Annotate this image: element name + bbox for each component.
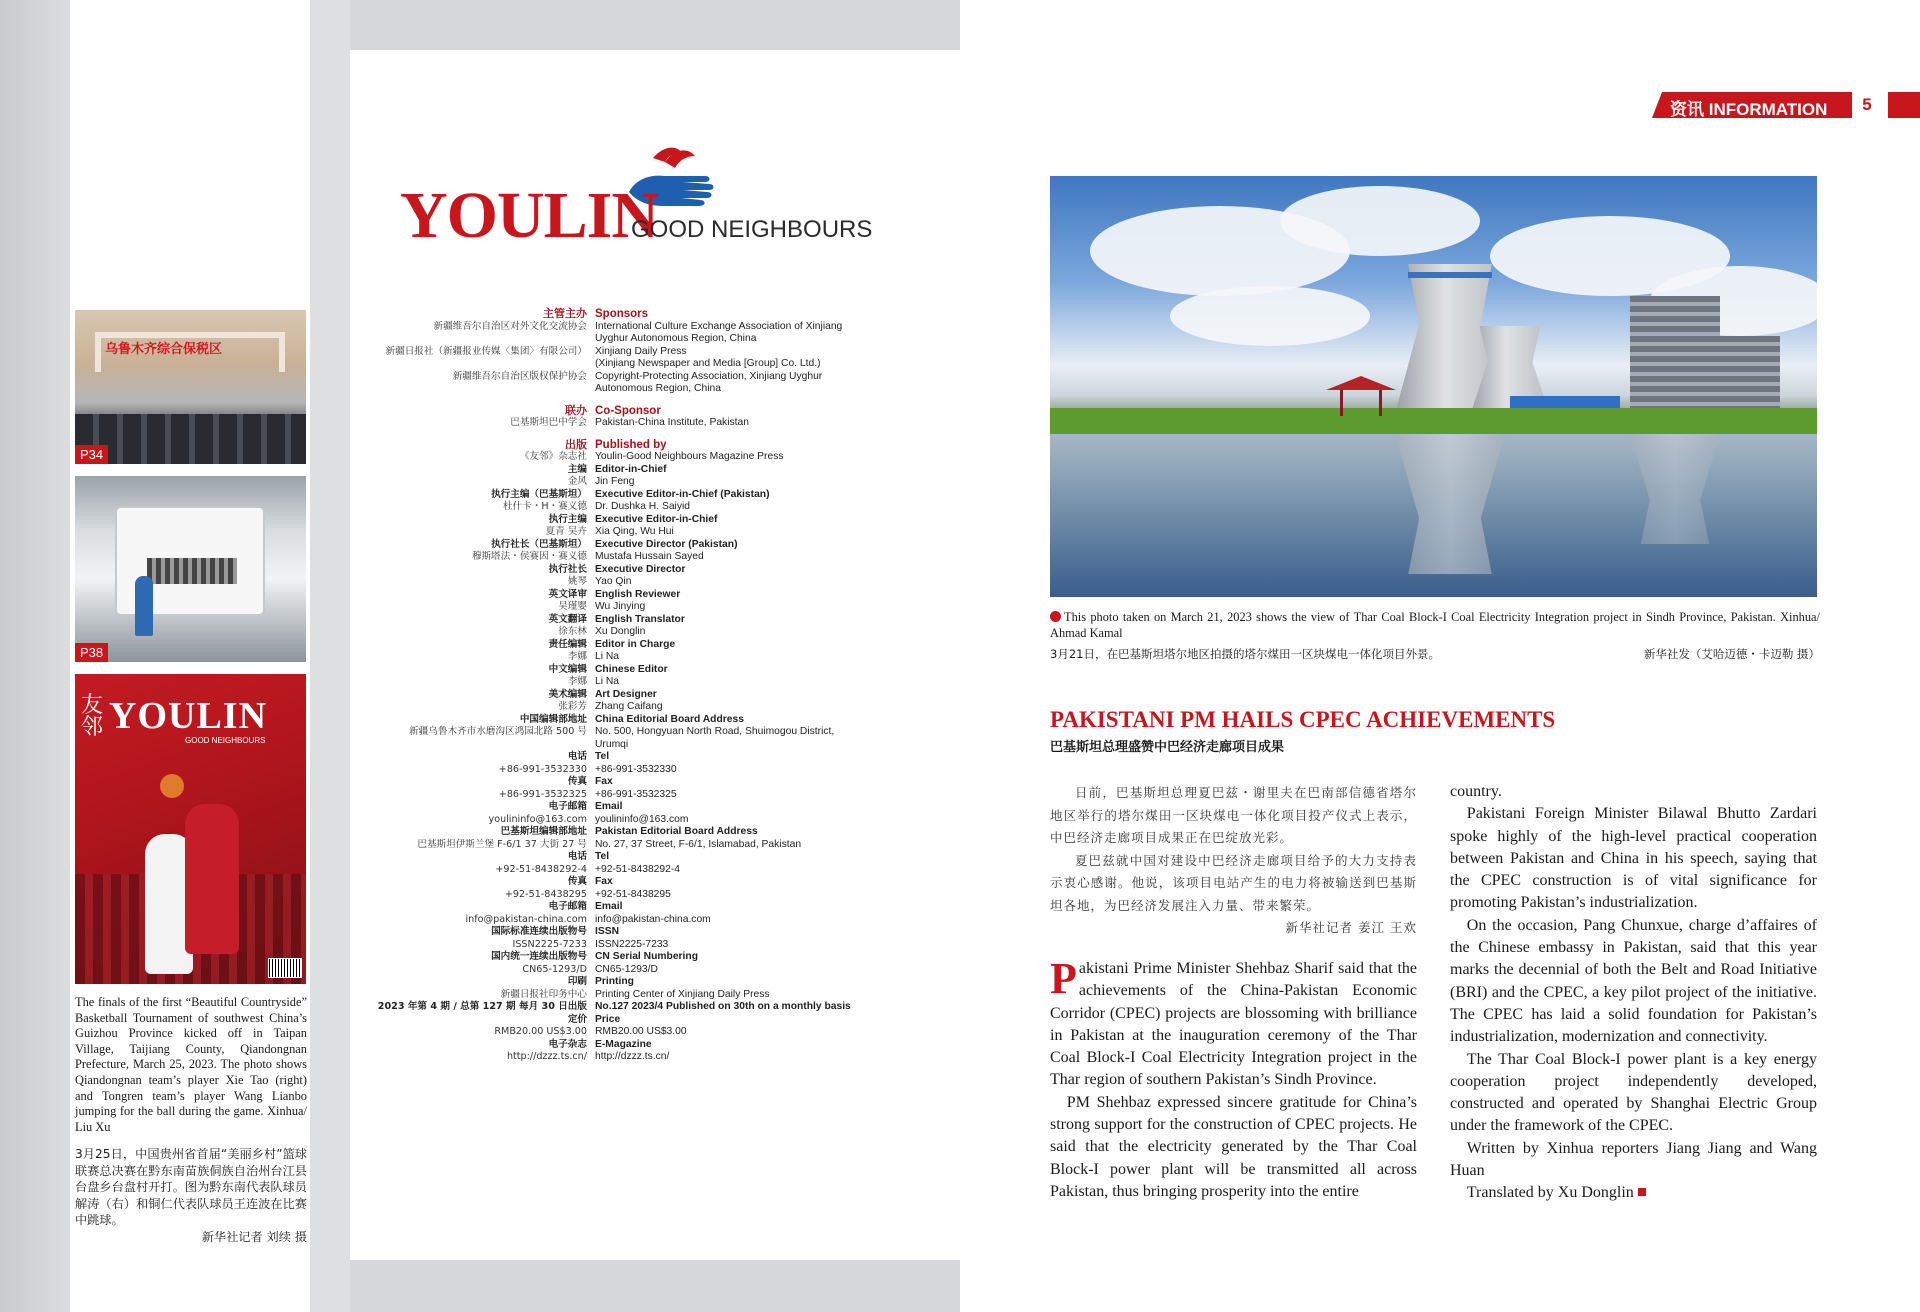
- credits-cn: [365, 358, 595, 371]
- paragraph-text: akistani Prime Minister Shehbaz Sharif said that the achievements of the China-Pakistan Economic Corridor (CPEC) projects are blossoming with brilliance in Pakistan at the inauguration ceremony of the Thar Coal Block-I Coal Electricity Integration project in the Thar region of southern Pakistan’s Sindh Province.: [1050, 960, 1417, 1089]
- credits-value: [365, 651, 905, 664]
- credits-role: [365, 464, 905, 477]
- credits-en: International Culture Exchange Association of Xinjiang: [595, 320, 843, 332]
- credits-value: [365, 333, 905, 346]
- credits-cn: 杜什卡・H・赛义德: [503, 501, 587, 512]
- credits-heading: [365, 405, 905, 418]
- credits-en: Xu Donglin: [595, 626, 646, 637]
- thumbnail-magazine-cover[interactable]: [75, 674, 306, 984]
- credits-role: [365, 1014, 905, 1027]
- parked-cars: [75, 414, 306, 464]
- cloud: [1280, 186, 1480, 256]
- credits-value: [365, 551, 905, 564]
- thumbnail-truck-factory[interactable]: [75, 476, 306, 662]
- credits-value: [365, 726, 905, 739]
- section-label: 资讯 INFORMATION: [1670, 100, 1828, 119]
- credits-en: Mustafa Hussain Sayed: [595, 551, 704, 562]
- credits-en: Tel: [595, 751, 610, 762]
- credits-cn: 徐东林: [558, 626, 587, 637]
- credits-role: [365, 514, 905, 527]
- credits-cn: [365, 383, 595, 396]
- credits-en: Wu Jinying: [595, 601, 646, 612]
- credits-value: [365, 321, 905, 334]
- credits-cn: [365, 333, 595, 346]
- credits-en: Printing: [595, 976, 634, 987]
- credits-cn: 张彩芳: [558, 701, 587, 712]
- credits-role: [365, 689, 905, 702]
- credits-value: [365, 576, 905, 589]
- article-body-column-1: [1050, 954, 1417, 1203]
- photo-caption-cn-credit: 新华社发（艾哈迈德・卡迈勒 摄）: [1643, 647, 1820, 661]
- credits-cn: 国内统一连续出版物号: [491, 951, 587, 962]
- credits-cn: 美术编辑: [548, 688, 587, 700]
- barcode-icon: [268, 958, 302, 978]
- credits-en: Executive Editor-in-Chief (Pakistan): [595, 488, 770, 500]
- credits-value: [365, 739, 905, 752]
- credits-en: Pakistan Editorial Board Address: [595, 826, 758, 837]
- photo-caption-cn: [1050, 646, 1820, 662]
- credits-role: [365, 826, 905, 839]
- credits-value: [365, 839, 905, 852]
- credits-cn: +86-991-3532330: [498, 763, 587, 775]
- credits-value: [365, 626, 905, 639]
- left-caption-cn: [75, 1146, 307, 1245]
- pavilion-roof: [1326, 376, 1396, 390]
- credits-en: Dr. Dushka H. Saiyid: [595, 501, 690, 512]
- credits-cn: 英文译审: [548, 588, 587, 600]
- credits-role: [365, 901, 905, 914]
- credits-role: [365, 589, 905, 602]
- credits-cn: info@pakistan-china.com: [465, 913, 587, 925]
- credits-value: [365, 601, 905, 614]
- article-paragraph: The Thar Coal Block-I power plant is a key energy cooperation project independently developed, constructed and operated by Shanghai Electric Group under the framework of the CPEC.: [1450, 1050, 1817, 1135]
- basketball-icon: [160, 774, 184, 798]
- credits-value: [365, 476, 905, 489]
- photo-caption-en-text: This photo taken on March 21, 2023 shows the view of Thar Coal Block-I Coal Electricity Integration project in Sindh Province, Pakistan. Xinhua/ Ahmad Kamal: [1050, 610, 1820, 640]
- left-caption-cn-credit: 新华社记者 刘续 摄: [201, 1229, 307, 1244]
- credits-en: Chinese Editor: [595, 663, 668, 675]
- credits-role: [365, 776, 905, 789]
- credits-en: Tel: [595, 851, 610, 862]
- credits-role: [365, 714, 905, 727]
- credits-value: [365, 789, 905, 802]
- article-paragraph-continued: country.: [1450, 783, 1502, 800]
- credits-cn: 中文编辑: [548, 663, 587, 675]
- credits-en: Li Na: [595, 676, 620, 687]
- article-paragraph: On the occasion, Pang Chunxue, charge d’affaires of the Chinese embassy in Pakistan, said that this year marks the decennial of both the Belt and Road Initiative (BRI) and the CPEC, a key pilot project of the initiative. The CPEC has laid a solid foundation for Pakistan’s industrialization, modernization and connectivity.: [1450, 916, 1817, 1046]
- credits-role: [365, 664, 905, 677]
- cn-summary-paragraph: 日前，巴基斯坦总理夏巴兹・谢里夫在巴南部信德省塔尔地区举行的塔尔煤田一区块煤电一体化项目投产仪式上表示，中巴经济走廊项目成果正在巴绽放光彩。: [1050, 785, 1417, 845]
- photo-caption-cn-text: 3月21日，在巴基斯坦塔尔地区拍摄的塔尔煤田一区块煤电一体化项目外景。: [1050, 647, 1440, 661]
- credits-en: Executive Director: [595, 563, 686, 575]
- credits-cn: 英文翻译: [548, 613, 587, 625]
- credits-cn: 李娜: [567, 651, 587, 662]
- cn-summary: [1050, 782, 1417, 940]
- credits-en: Pakistan-China Institute, Pakistan: [595, 417, 749, 428]
- pavilion-pillars: [1340, 390, 1382, 416]
- article-paragraph: [1050, 954, 1417, 1092]
- page-fold-shadow: [0, 0, 70, 1312]
- credits-en: Xinjiang Daily Press: [595, 345, 687, 357]
- end-mark-icon: [1638, 1188, 1646, 1196]
- page-number: 5: [1852, 94, 1882, 116]
- credits-cn: 巴基斯坦伊斯兰堡 F-6/1 37 大街 27 号: [417, 838, 587, 850]
- page-ref-tag: P34: [75, 445, 108, 464]
- drop-cap: P: [1050, 954, 1077, 1003]
- credits-value: [365, 814, 905, 827]
- credits-en: (Xinjiang Newspaper and Media [Group] Co. Ltd.): [595, 358, 821, 369]
- credits-en: Yao Qin: [595, 576, 632, 587]
- credits-cn: 新疆日报社（新疆报业传媒〈集团〉有限公司）: [385, 345, 587, 357]
- credits-en: Xia Qing, Wu Hui: [595, 526, 674, 537]
- credits-cn: 执行社长（巴基斯坦）: [491, 538, 587, 550]
- credits-cn: 执行社长: [548, 563, 587, 575]
- credits-value: [365, 501, 905, 514]
- cn-summary-paragraph: 夏巴兹就中国对建设中巴经济走廊项目给予的大力支持表示衷心感谢。他说，该项目电站产生的电力将被输送到巴基斯坦各地，为巴经济发展注入力量、带来繁荣。: [1050, 852, 1417, 913]
- credits-cn: 责任编辑: [548, 638, 587, 650]
- credits-cn: 定价: [567, 1013, 587, 1025]
- plant-building: [1720, 336, 1780, 416]
- credits-en: Email: [595, 801, 623, 812]
- photo-caption-en: [1050, 609, 1820, 641]
- credits-en: Li Na: [595, 651, 620, 662]
- credits-en: Editor-in-Chief: [595, 463, 667, 475]
- left-caption-en: The finals of the first “Beautiful Countryside” Basketball Tournament of southwest China’s Guizhou Province kicked off in Taipan Village, Taijiang County, Qiandongnan Prefecture, March 25, 2023. The photo shows Qiandongnan team’s player Xie Tao (right) and Tongren team’s player Wang Lianbo jumping for the ball during the game. Xinhua/ Liu Xu: [75, 995, 307, 1134]
- page-ref-tag: P38: [75, 643, 108, 662]
- credits-cn: 联办: [565, 403, 587, 417]
- tower-stripe: [1408, 272, 1492, 278]
- credits-en: Price: [595, 1013, 621, 1025]
- logo-wordmark: YOULIN: [400, 179, 659, 252]
- thumbnail-bonded-zone[interactable]: [75, 310, 306, 464]
- credits-en: No. 500, Hongyuan North Road, Shuimogou District,: [595, 726, 835, 737]
- credits-value: [365, 383, 905, 396]
- credits-cn: 金风: [567, 476, 587, 487]
- credits-en: Fax: [595, 776, 613, 787]
- credits-cn: 传真: [567, 876, 587, 887]
- credits-en: ISSN: [595, 926, 620, 937]
- credits-cn: 新疆维吾尔自治区版权保护协会: [452, 370, 587, 382]
- youlin-logo: [400, 140, 880, 250]
- credits-en: +92-51-8438295: [595, 888, 671, 900]
- credits-value: [365, 964, 905, 977]
- cover-subtitle: GOOD NEIGHBOURS: [185, 736, 266, 745]
- credits-cn: 电子邮箱: [548, 901, 587, 912]
- lawn: [1050, 408, 1817, 434]
- credits-cn: 主编: [567, 463, 587, 475]
- credits-cn: +92-51-8438292-4: [495, 863, 587, 875]
- credits-value: [365, 358, 905, 371]
- credits-heading: [365, 308, 905, 321]
- credits-value: [365, 371, 905, 384]
- credits-en: Sponsors: [595, 308, 649, 320]
- credits-cn: 中国编辑部地址: [519, 713, 587, 725]
- camera-icon: [1050, 611, 1061, 622]
- credits-cn: RMB20.00 US$3.00: [494, 1026, 587, 1037]
- credits-en: Uyghur Autonomous Region, China: [595, 333, 757, 344]
- credits-cn: 执行主编: [548, 513, 587, 525]
- credits-role: [365, 564, 905, 577]
- credits-cn: +86-991-3532325: [498, 788, 587, 800]
- credits-value: [365, 764, 905, 777]
- translator-text: Translated by Xu Donglin: [1466, 1184, 1634, 1202]
- credits-cn: 电子杂志: [548, 1038, 587, 1050]
- masthead-panel-bottom: [350, 1260, 960, 1312]
- article-headline: PAKISTANI PM HAILS CPEC ACHIEVEMENTS: [1050, 707, 1556, 732]
- credits-en: +86-991-3532325: [595, 788, 677, 800]
- credits-en: +86-991-3532330: [595, 763, 677, 775]
- credits-cn: http://dzzz.ts.cn/: [506, 1051, 587, 1062]
- credits-en: Co-Sponsor: [595, 404, 661, 417]
- credits-cn: ISSN2225-7233: [512, 938, 587, 950]
- credits-en: English Translator: [595, 613, 685, 625]
- article-body-column-2: [1450, 781, 1817, 1205]
- credits-cn: +92-51-8438295: [504, 888, 587, 900]
- credits-heading: [365, 439, 905, 452]
- credits-en: ISSN2225-7233: [595, 938, 669, 950]
- left-caption-cn-text: 3月25日，中国贵州省首届“美丽乡村”篮球联赛总决赛在黔东南苗族侗族自治州台江县台盘乡台盘村开打。图为黔东南代表队球员解涛（右）和铜仁代表队球员王连波在比赛中跳球。: [75, 1147, 307, 1227]
- section-header: [1640, 92, 1920, 118]
- credits-value: [365, 417, 905, 430]
- credits-en: Zhang Caifang: [595, 701, 663, 712]
- credits-value: [365, 1026, 905, 1039]
- credits-cn: 巴基斯坦巴中学会: [510, 417, 587, 428]
- credits-en: CN Serial Numbering: [595, 951, 698, 962]
- credits-en: Jin Feng: [595, 476, 635, 487]
- credits-cn: 穆斯塔法・侯赛因・赛义德: [471, 551, 587, 562]
- credits-en: +92-51-8438292-4: [595, 863, 681, 875]
- credits-en: English Reviewer: [595, 588, 681, 600]
- credits-cn: 新疆乌鲁木齐市水磨沟区鸿园北路 500 号: [409, 726, 587, 737]
- credits-value: [365, 889, 905, 902]
- worker-figure: [135, 576, 153, 636]
- credits-en: http://dzzz.ts.cn/: [595, 1051, 670, 1062]
- credits-value: [365, 346, 905, 359]
- credits-cn: CN65-1293/D: [522, 963, 587, 975]
- credits-en: info@pakistan-china.com: [595, 913, 711, 925]
- credits-role: [365, 751, 905, 764]
- credits-value: [365, 864, 905, 877]
- credits-value: [365, 526, 905, 539]
- credits-value: [365, 914, 905, 927]
- credits-en: Executive Director (Pakistan): [595, 538, 738, 550]
- credits-cn: 新疆维吾尔自治区对外文化交流协会: [433, 320, 587, 332]
- credits-gap: [365, 396, 905, 405]
- credits-cn: 出版: [565, 437, 587, 451]
- credits-cn: 传真: [567, 776, 587, 787]
- credits-cn: [365, 739, 595, 752]
- credits-cn: 夏青 吴卉: [545, 526, 587, 537]
- credits-en: Urumqi: [595, 738, 629, 750]
- credits-cn: 巴基斯坦编辑部地址: [500, 826, 587, 837]
- credits-cn: 吴瑾婴: [558, 601, 587, 612]
- credits-cn: 执行主编（巴基斯坦）: [491, 488, 587, 500]
- credits-role: [365, 489, 905, 502]
- credits-value: [365, 676, 905, 689]
- credits-en: Art Designer: [595, 688, 657, 700]
- credits-en: Youlin-Good Neighbours Magazine Press: [595, 451, 784, 462]
- credits-en: China Editorial Board Address: [595, 713, 744, 725]
- credits-role: [365, 801, 905, 814]
- credits-value: [365, 939, 905, 952]
- credits-cn: 李娜: [567, 676, 587, 687]
- credits-value: [365, 1051, 905, 1064]
- credits-cn: 《友邻》杂志社: [519, 451, 587, 462]
- credits-role: [365, 1001, 905, 1014]
- power-plant-photo: [1050, 176, 1817, 597]
- credits-en: CN65-1293/D: [595, 963, 658, 975]
- credits-cn: 姚琴: [567, 576, 587, 587]
- credits-role: [365, 851, 905, 864]
- credits-role: [365, 1039, 905, 1052]
- credits-cn: 印刷: [567, 976, 587, 987]
- gate-sign-text: 乌鲁木齐综合保税区: [105, 341, 223, 356]
- boiler-structure: [1630, 296, 1720, 416]
- credits-role: [365, 951, 905, 964]
- credits-value: [365, 989, 905, 1002]
- credits-en: Executive Editor-in-Chief: [595, 513, 718, 525]
- credits-role: [365, 926, 905, 939]
- credits-en: Copyright-Protecting Association, Xinjiang Uyghur: [595, 370, 823, 382]
- credits-cn: 主管主办: [543, 307, 587, 320]
- credits-role: [365, 539, 905, 552]
- cover-player-red: [185, 804, 239, 954]
- credits-en: RMB20.00 US$3.00: [595, 1026, 687, 1037]
- article-paragraph: PM Shehbaz expressed sincere gratitude for China’s strong support for the construction of CPEC projects. He said that the electricity generated by the Thar Coal Block-I power plant will be transmitted all across Pakistan, thus bringing prosperity into the entire: [1050, 1093, 1417, 1200]
- credits-role: [365, 976, 905, 989]
- credits-en: Published by: [595, 438, 667, 451]
- credits-cn: 电话: [567, 751, 587, 762]
- article-translator: [1450, 1182, 1817, 1204]
- credits-value: [365, 701, 905, 714]
- cloud: [1170, 286, 1370, 346]
- credits-en: youlininfo@163.com: [595, 813, 689, 825]
- truck-grill: [147, 558, 237, 584]
- credits-en: E-Magazine: [595, 1038, 652, 1050]
- credits-cn: 新疆日报社印务中心: [500, 988, 587, 1000]
- article-byline: Written by Xinhua reporters Jiang Jiang and Wang Huan: [1450, 1139, 1817, 1180]
- credits-role: [365, 614, 905, 627]
- credits-cn: youlininfo@163.com: [488, 813, 587, 825]
- credits-cn: 2023 年第 4 期 / 总第 127 期 每月 30 日出版: [377, 1001, 587, 1012]
- credits-en: No.127 2023/4 Published on 30th on a monthly basis: [595, 1001, 851, 1012]
- credits-cn: 电子邮箱: [548, 801, 587, 812]
- credits-en: Fax: [595, 876, 613, 887]
- cover-logo-cn: 友邻: [81, 692, 104, 739]
- credits-role: [365, 639, 905, 652]
- credits-role: [365, 876, 905, 889]
- article-subhead: 巴基斯坦总理盛赞中巴经济走廊项目成果: [1050, 740, 1285, 755]
- credits-gap: [365, 430, 905, 439]
- cn-byline: 新华社记者 姜江 王欢: [1285, 920, 1417, 935]
- cover-logo: YOULIN: [109, 695, 268, 737]
- masthead-credits: [365, 308, 905, 1064]
- credits-en: Autonomous Region, China: [595, 383, 721, 394]
- credits-cn: 国际标准连续出版物号: [491, 926, 587, 937]
- credits-en: Email: [595, 901, 623, 912]
- credits-value: [365, 451, 905, 464]
- logo-subtitle: GOOD NEIGHBOURS: [631, 216, 873, 243]
- credits-en: Printing Center of Xinjiang Daily Press: [595, 988, 770, 1000]
- credits-cn: 电话: [567, 851, 587, 862]
- credits-en: No. 27, 37 Street, F-6/1, Islamabad, Pakistan: [595, 838, 802, 850]
- credits-en: Editor in Charge: [595, 638, 676, 650]
- article-paragraph: Pakistani Foreign Minister Bilawal Bhutto Zardari spoke highly of the high-level practical cooperation between Pakistan and China in his speech, saying that the CPEC construction is of vital significance for promoting Pakistan’s industrialization.: [1450, 805, 1817, 912]
